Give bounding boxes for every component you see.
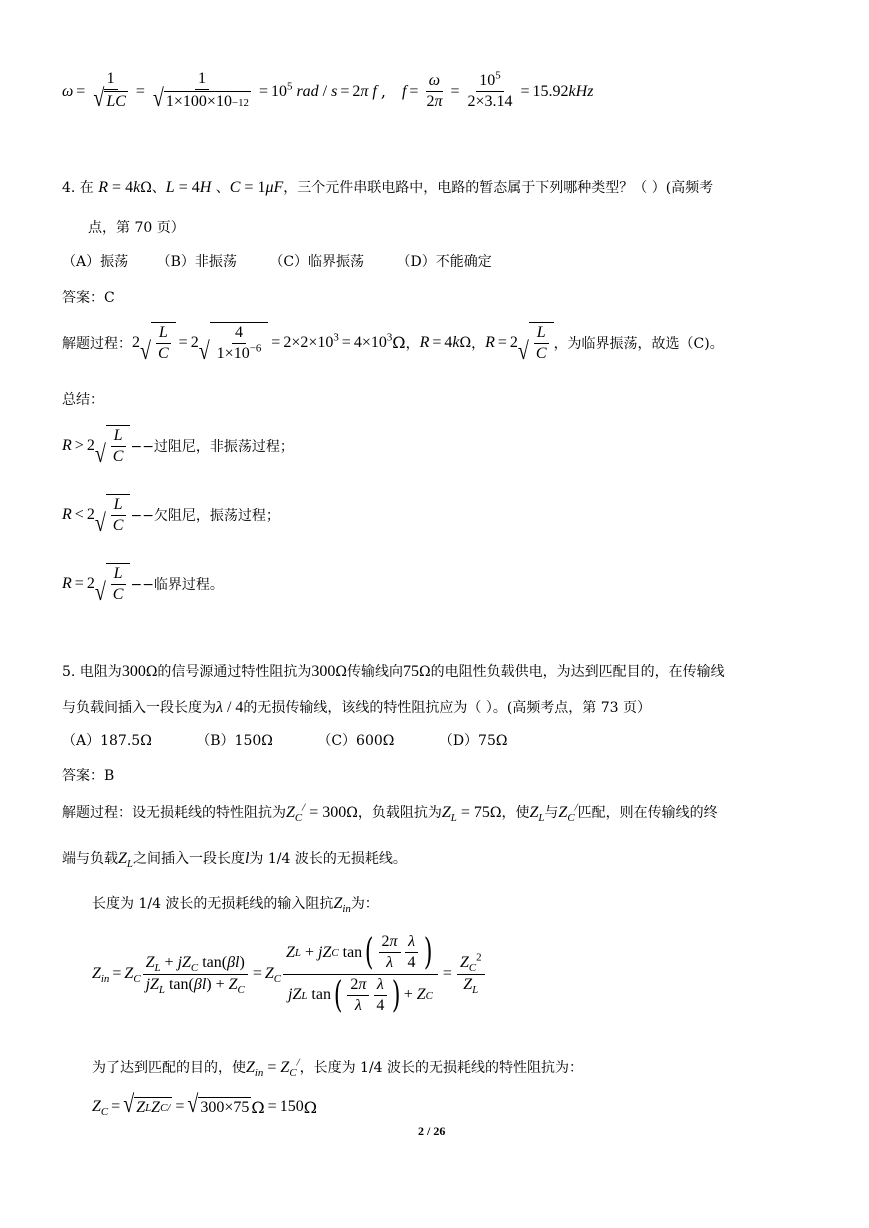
summary-underdamped: R < 2 √ $\frac{L}{C}$ −−欠阻尼，振荡过程； xyxy=(62,496,280,538)
q4-option-a: （A）振荡 xyxy=(62,254,129,270)
characteristic-impedance-formula: $Z_C$ = √ Z L Z C / = √ 300×75 Ω = 150 Ω xyxy=(92,1090,317,1119)
omega-formula: ω = 1 √ LC = 1 √ 1×100×10 −12 = $10^5$ rad / s = 2 π f , f = $\frac{\omega}{2\pi}$ = $\frac{10^5}{2\times 3.14}$ = 15.92 kHz xyxy=(62,69,594,114)
q5-solution-line2: 端与负载$Z_L$之间插入一段长度l为 1/4 波长的无损耗线。 xyxy=(62,850,407,871)
q4-stem-line1: 4. 在 R = 4kΩ、L = 4H 、C = 1μF，三个元件串联电路中，电路的暂态属于下列哪种类型？（ ）(高频考 xyxy=(62,179,714,196)
q5-stem-line2: 与负载间插入一段长度为λ / 4的无损传输线，该线的特性阻抗应为（ ）。(高频考点，第 73 页） xyxy=(62,699,652,716)
q5-para2: 为了达到匹配的目的，使$Z_{in} = Z_C^/$，长度为 1/4 波长的无损耗线的特性阻抗为： xyxy=(92,1056,584,1080)
q4-solution: 解题过程： 2 √ $\frac{L}{C}$ = 2 √ $\frac{4}{1\times 10^{-6}}$ = $2\times 2\times 10^3$ = $4\times 10^3$ Ω ， R = 4 k Ω ， R = 2 √ $\frac{L}{C}$ ，为临界振荡，故选（C)。 xyxy=(62,324,724,366)
q5-answer: 答案：B xyxy=(62,768,115,784)
q4-summary-label: 总结： xyxy=(62,392,104,408)
summary-overdamped: R > 2 √ $\frac{L}{C}$ −−过阻尼，非振荡过程； xyxy=(62,427,294,469)
q5-option-a: （A）187.5Ω xyxy=(62,733,152,749)
q5-option-c: （C）600Ω xyxy=(317,733,395,749)
q4-option-d: （D）不能确定 xyxy=(396,254,492,270)
q5-para1: 长度为 1/4 波长的无损耗线的输入阻抗$Z_{in}$为： xyxy=(92,895,379,916)
q4-stem-line2: 点，第 70 页） xyxy=(88,220,185,236)
q4-answer: 答案：C xyxy=(62,290,115,306)
input-impedance-formula: $Z_{in}$ = $Z_C$ $\frac{Z_L + jZ_C \tan(\beta l)}{jZ_L \tan(\beta l) + Z_C}$ = $Z_C$ Z L + jZ C tan ( $\frac{2\pi}{\lambda}$ $\frac{\lambda}{4}$ ) jZ L tan ( $\frac{2\pi}{\lambda}$ $\frac{\lambda}{4}$ ) + Z C = $\frac{Z_C^2}{Z_L}$ xyxy=(92,933,487,1016)
q5-option-d: （D）75Ω xyxy=(438,733,508,749)
q5-solution-line1: 解题过程：设无损耗线的特性阻抗为$Z_C^/ = 300\Omega$，负载阻抗为$Z_L = 75\Omega$，使$Z_L$与$Z_C^/$匹配，则在传输线的终 xyxy=(62,801,718,825)
summary-critical: R = 2 √ $\frac{L}{C}$ −−临界过程。 xyxy=(62,565,224,607)
page-number: 2 / 26 xyxy=(418,1124,446,1138)
q4-option-b: （B）非振荡 xyxy=(156,254,237,270)
q5-option-b: （B）150Ω xyxy=(196,733,273,749)
q4-options xyxy=(62,251,492,271)
q5-stem-line1: 5. 电阻为300Ω的信号源通过特性阻抗为300Ω传输线向75Ω的电阻性负载供电，为达到匹配目的，在传输线 xyxy=(62,663,725,680)
q4-option-c: （C）临界振荡 xyxy=(269,254,365,270)
q5-options xyxy=(62,730,507,750)
